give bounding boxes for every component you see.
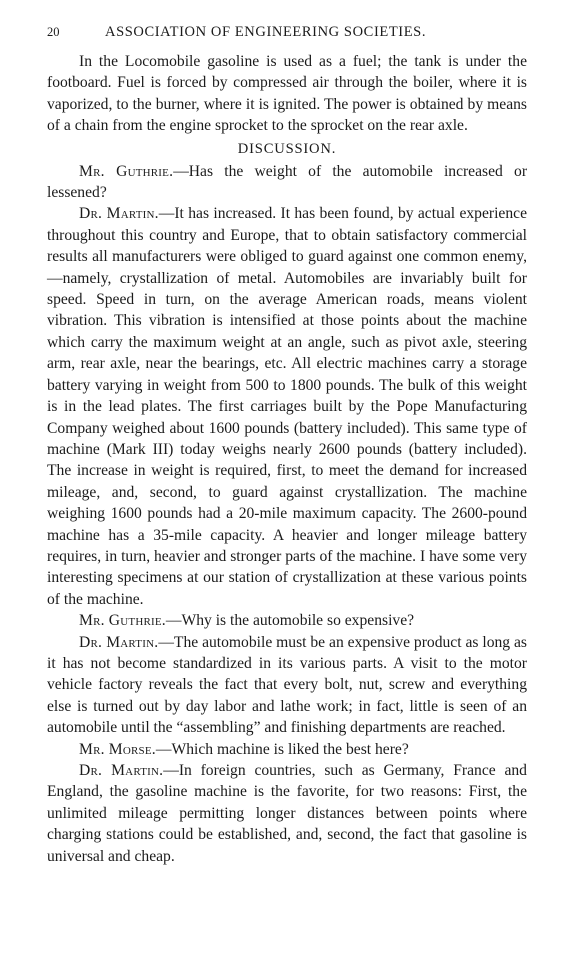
discussion-paragraph [47, 203, 527, 610]
discussion-paragraph [47, 739, 527, 760]
paragraph-text: —It has increased. It has been found, by actual experience throughout this country and Europe, that to obtain satisfactory commercial results all manufacturers were obliged to guard against one common enemy,—namely, crystallization of metal. Automobiles are invariably built for speed. Speed in turn, on the average American roads, means violent vibration. This vibration is intensified at those points about the machine which carry the maximum weight at an angle, such as pivot axle, steering arm, rear axle, near the bearings, etc. All electric machines carry a storage battery varying in weight from 500 to 1800 pounds. The bulk of this weight is in the lead plates. The first carriages built by the Pope Manufacturing Company weighed about 1600 pounds (battery included). This same type of machine (Mark III) today weighs nearly 2600 pounds (battery included). The increase in weight is required, first, to meet the demand for increased mileage, and, second, to guard against crystallization. The machine weighing 1600 pounds had a 20-mile maximum capacity. The 2600-pound machine has a 35-mile capacity. A heavier and longer mileage battery requires, in turn, heavier and stronger parts of the machine. I have some very interesting specimens at our station of crystallization at these various points of the machine. [47, 205, 527, 608]
discussion-paragraph [47, 610, 527, 631]
intro-paragraph: In the Locomobile gasoline is used as a fuel; the tank is under the footboard. Fuel is forced by compressed air through the boiler, where it is vaporized, to the burner, where it is ignited. The power is obtained by means of a chain from the engine sprocket to the sprocket on the rear axle. [47, 53, 527, 135]
speaker-name: Dr. Martin. [79, 762, 164, 779]
speaker-name: Dr. Martin. [79, 205, 159, 223]
speaker-name: Mr. Morse. [79, 740, 156, 758]
paragraph-text: —In foreign countries, such as Germany, France and England, the gasoline machine is the favorite, for two reasons: First, the unlimited mileage permitting longer distances between points where charging stations could be established, and, second, the fact that gasoline is universal and cheap. [47, 762, 527, 865]
discussion-paragraph [47, 161, 527, 204]
paragraph-text: —The automobile must be an expensive product as long as it has not become standardized in its various parts. A visit to the motor vehicle factory reveals the fact that every bolt, nut, screw and everything else is turned out by day labor and lathe work; in fact, little is seen of an automobile until the “assembling” and finishing departments are reached. [47, 633, 527, 737]
paragraph-text: —Why is the automobile so expensive? [165, 612, 415, 630]
speaker-name: Mr. Guthrie. [79, 162, 174, 180]
running-header [47, 24, 527, 48]
speaker-name: Dr. Martin. [79, 633, 159, 651]
discussion-paragraph [47, 632, 527, 739]
paragraph-text: —Which machine is liked the best here? [155, 740, 409, 758]
paragraph-text: —Has the weight of the automobile increased or lessened? [47, 162, 528, 202]
journal-title: ASSOCIATION OF ENGINEERING SOCIETIES. [105, 24, 427, 40]
page-number: 20 [47, 25, 60, 39]
document-page [47, 24, 527, 867]
discussion-paragraph [47, 760, 527, 867]
speaker-name: Mr. Guthrie. [79, 612, 166, 630]
section-heading: DISCUSSION. [237, 140, 337, 157]
